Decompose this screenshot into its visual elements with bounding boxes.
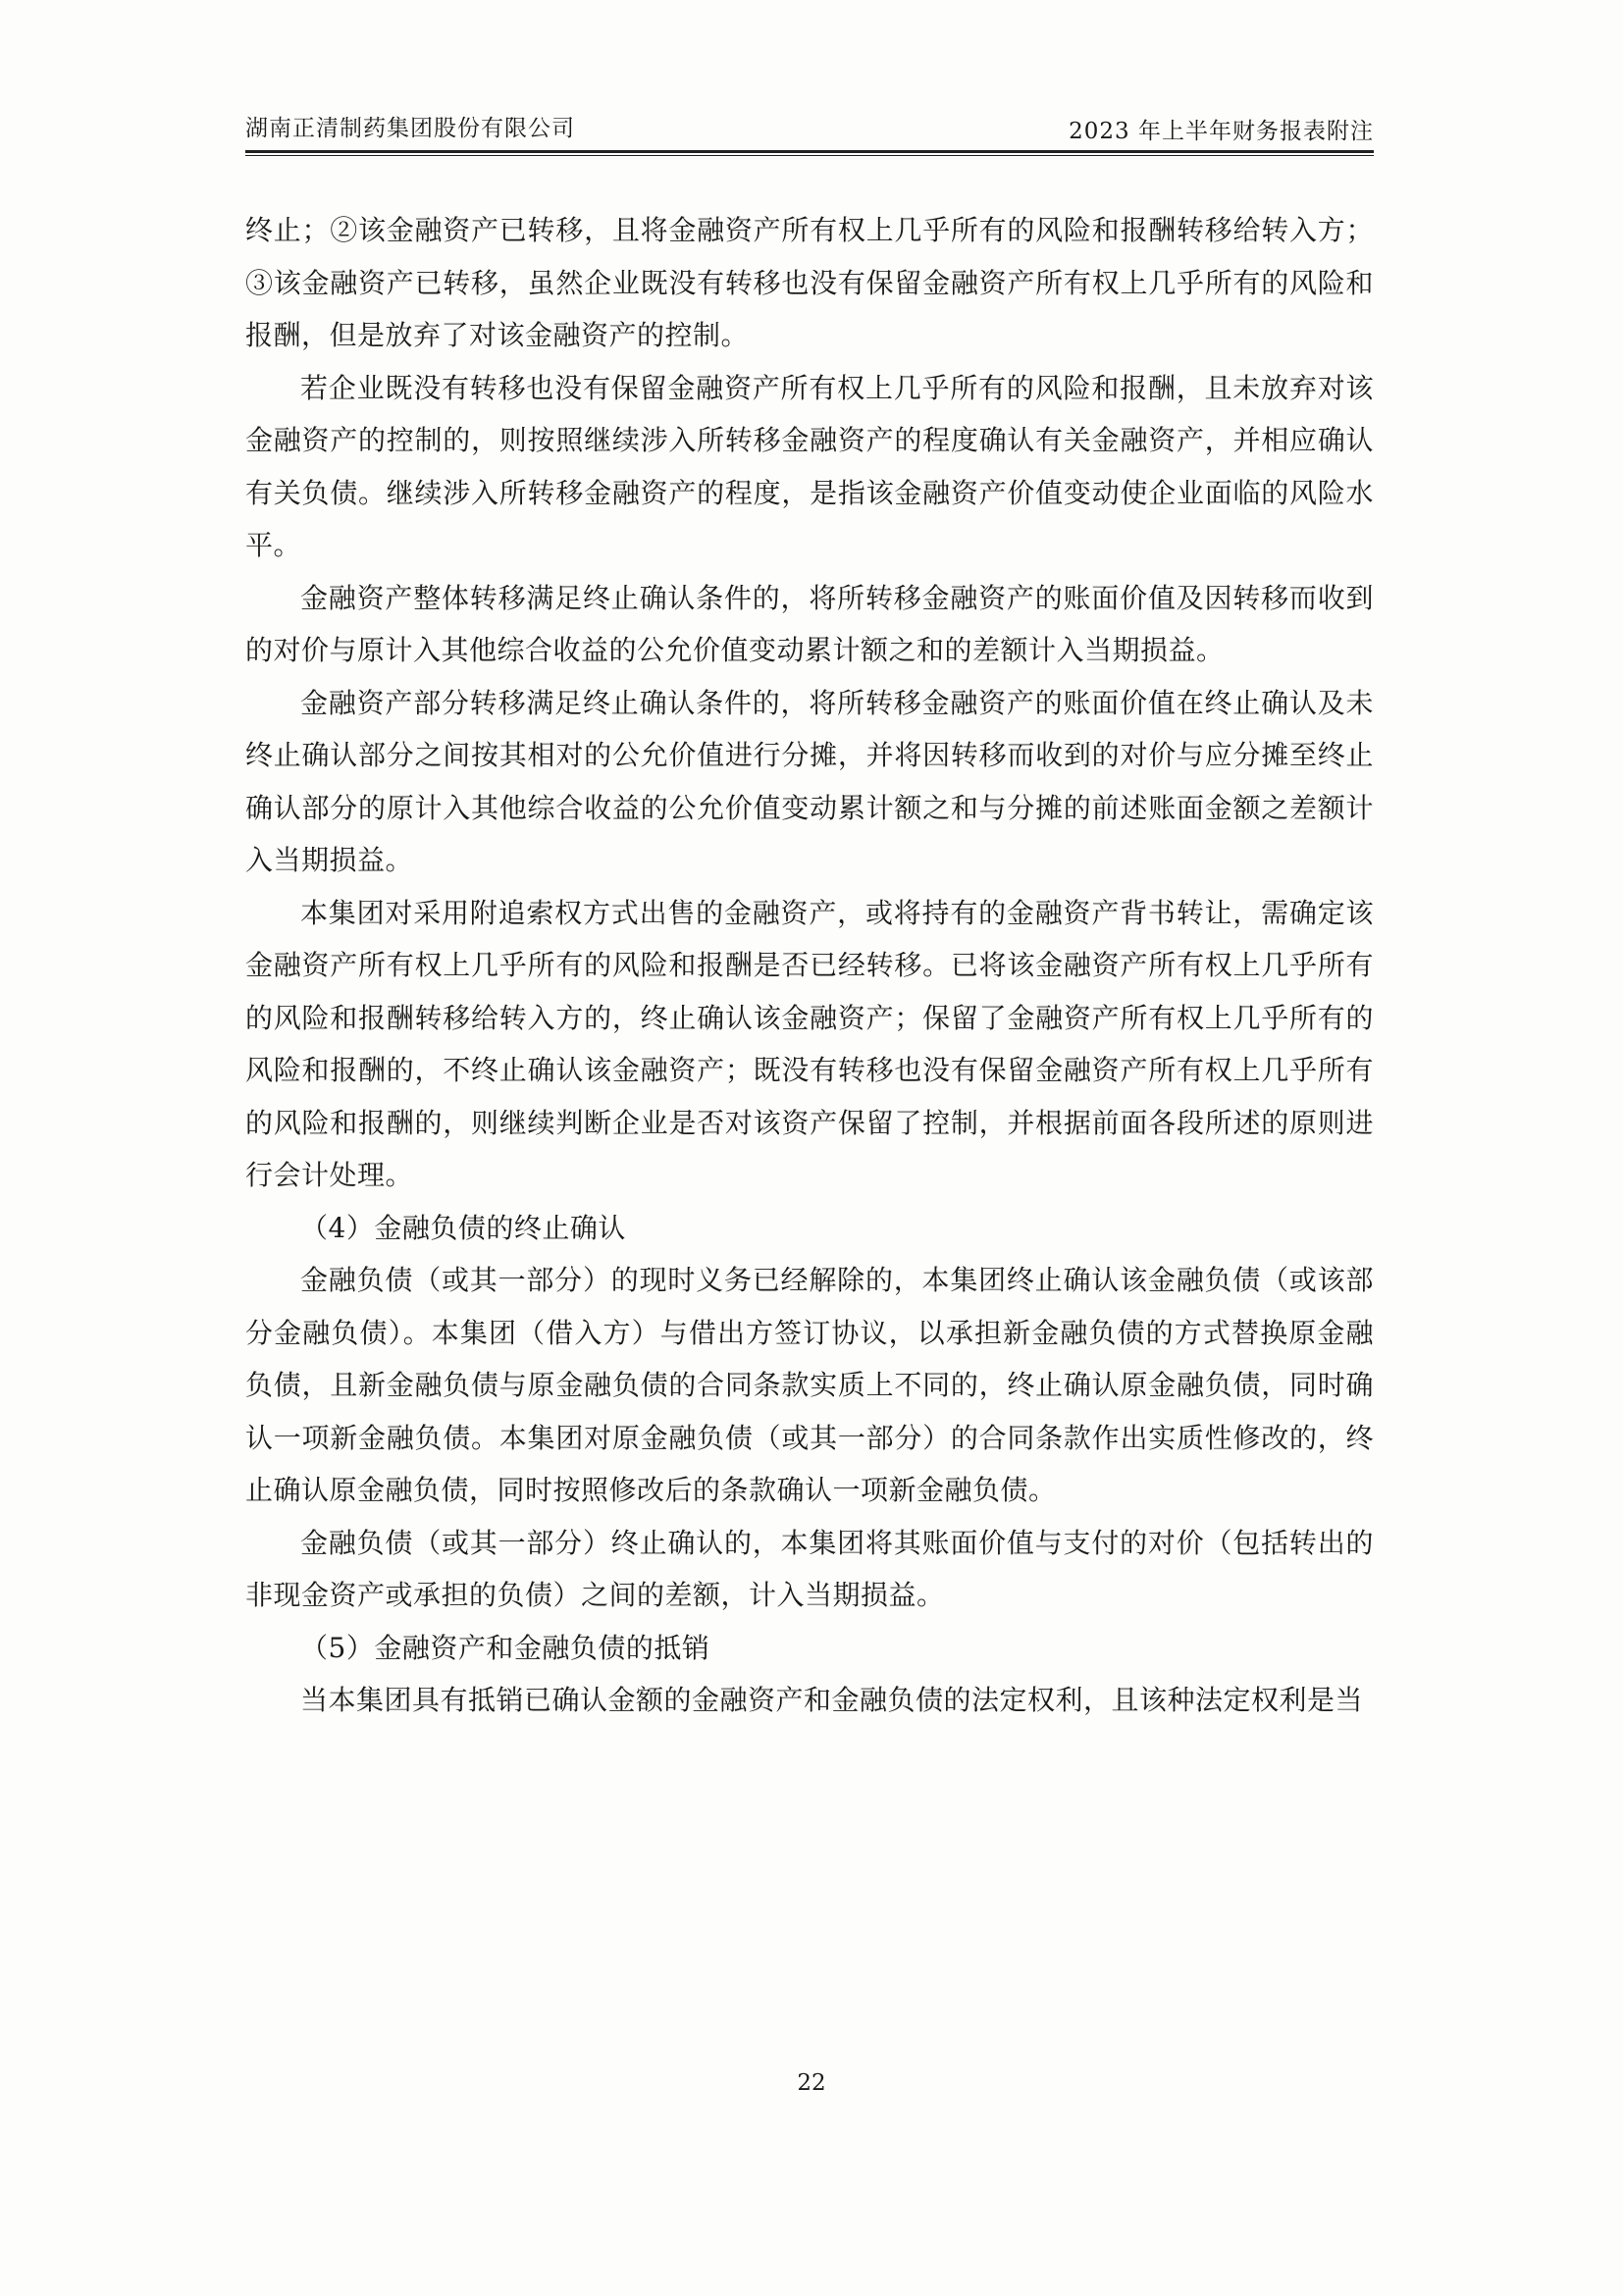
section-heading-offsetting: （5）金融资产和金融负债的抵销: [300, 1631, 710, 1664]
paragraph-offsetting: 当本集团具有抵销已确认金额的金融资产和金融负债的法定权利，且该种法定权利是当: [300, 1684, 1364, 1716]
paragraph-continuing-involvement: 若企业既没有转移也没有保留金融资产所有权上几乎所有的风险和报酬，且未放弃对该金融资产的控制的，则按照继续涉入所转移金融资产的程度确认有关金融资产，并相应确认有关负债。继续涉入所转移金融资产的程度，是指该金融资产价值变动使企业面临的风险水平。: [245, 371, 1374, 561]
paragraph-liability-difference: 金融负债（或其一部分）终止确认的，本集团将其账面价值与支付的对价（包括转出的非现金资产或承担的负债）之间的差额，计入当期损益。: [245, 1526, 1374, 1611]
paragraph-liability-derecognition: 金融负债（或其一部分）的现时义务已经解除的，本集团终止确认该金融负债（或该部分金融负债）。本集团（借入方）与借出方签订协议，以承担新金融负债的方式替换原金融负债，且新金融负债与原金融负债的合同条款实质上不同的，终止确认原金融负债，同时确认一项新金融负债。本集团对原金融负债（或其一部分）的合同条款作出实质性修改的，终止确认原金融负债，同时按照修改后的条款确认一项新金融负债。: [245, 1264, 1374, 1506]
header-rule-thin: [245, 155, 1374, 156]
paragraph-whole-transfer: 金融资产整体转移满足终止确认条件的，将所转移金融资产的账面价值及因转移而收到的对价与原计入其他综合收益的公允价值变动累计额之和的差额计入当期损益。: [245, 581, 1374, 666]
header-report-title: 2023 年上半年财务报表附注: [1069, 119, 1374, 144]
document-body: [245, 204, 1374, 1727]
section-heading-liability-derecognition: （4）金融负债的终止确认: [300, 1211, 626, 1244]
page-header: [245, 110, 1374, 149]
paragraph-derecognition-conditions: 终止；②该金融资产已转移，且将金融资产所有权上几乎所有的风险和报酬转移给转入方；③该金融资产已转移，虽然企业既没有转移也没有保留金融资产所有权上几乎所有的风险和报酬，但是放弃了对该金融资产的控制。: [245, 214, 1374, 351]
header-company-name: 湖南正清制药集团股份有限公司: [245, 116, 575, 141]
page-number: 22: [797, 2070, 826, 2096]
paragraph-recourse-endorsement: 本集团对采用附追索权方式出售的金融资产，或将持有的金融资产背书转让，需确定该金融资产所有权上几乎所有的风险和报酬是否已经转移。已将该金融资产所有权上几乎所有的风险和报酬转移给转入方的，终止确认该金融资产；保留了金融资产所有权上几乎所有的风险和报酬的，不终止确认该金融资产；既没有转移也没有保留金融资产所有权上几乎所有的风险和报酬的，则继续判断企业是否对该资产保留了控制，并根据前面各段所述的原则进行会计处理。: [245, 896, 1374, 1191]
paragraph-partial-transfer: 金融资产部分转移满足终止确认条件的，将所转移金融资产的账面价值在终止确认及未终止确认部分之间按其相对的公允价值进行分摊，并将因转移而收到的对价与应分摊至终止确认部分的原计入其他综合收益的公允价值变动累计额之和与分摊的前述账面金额之差额计入当期损益。: [245, 686, 1374, 876]
header-rule: [245, 150, 1374, 153]
